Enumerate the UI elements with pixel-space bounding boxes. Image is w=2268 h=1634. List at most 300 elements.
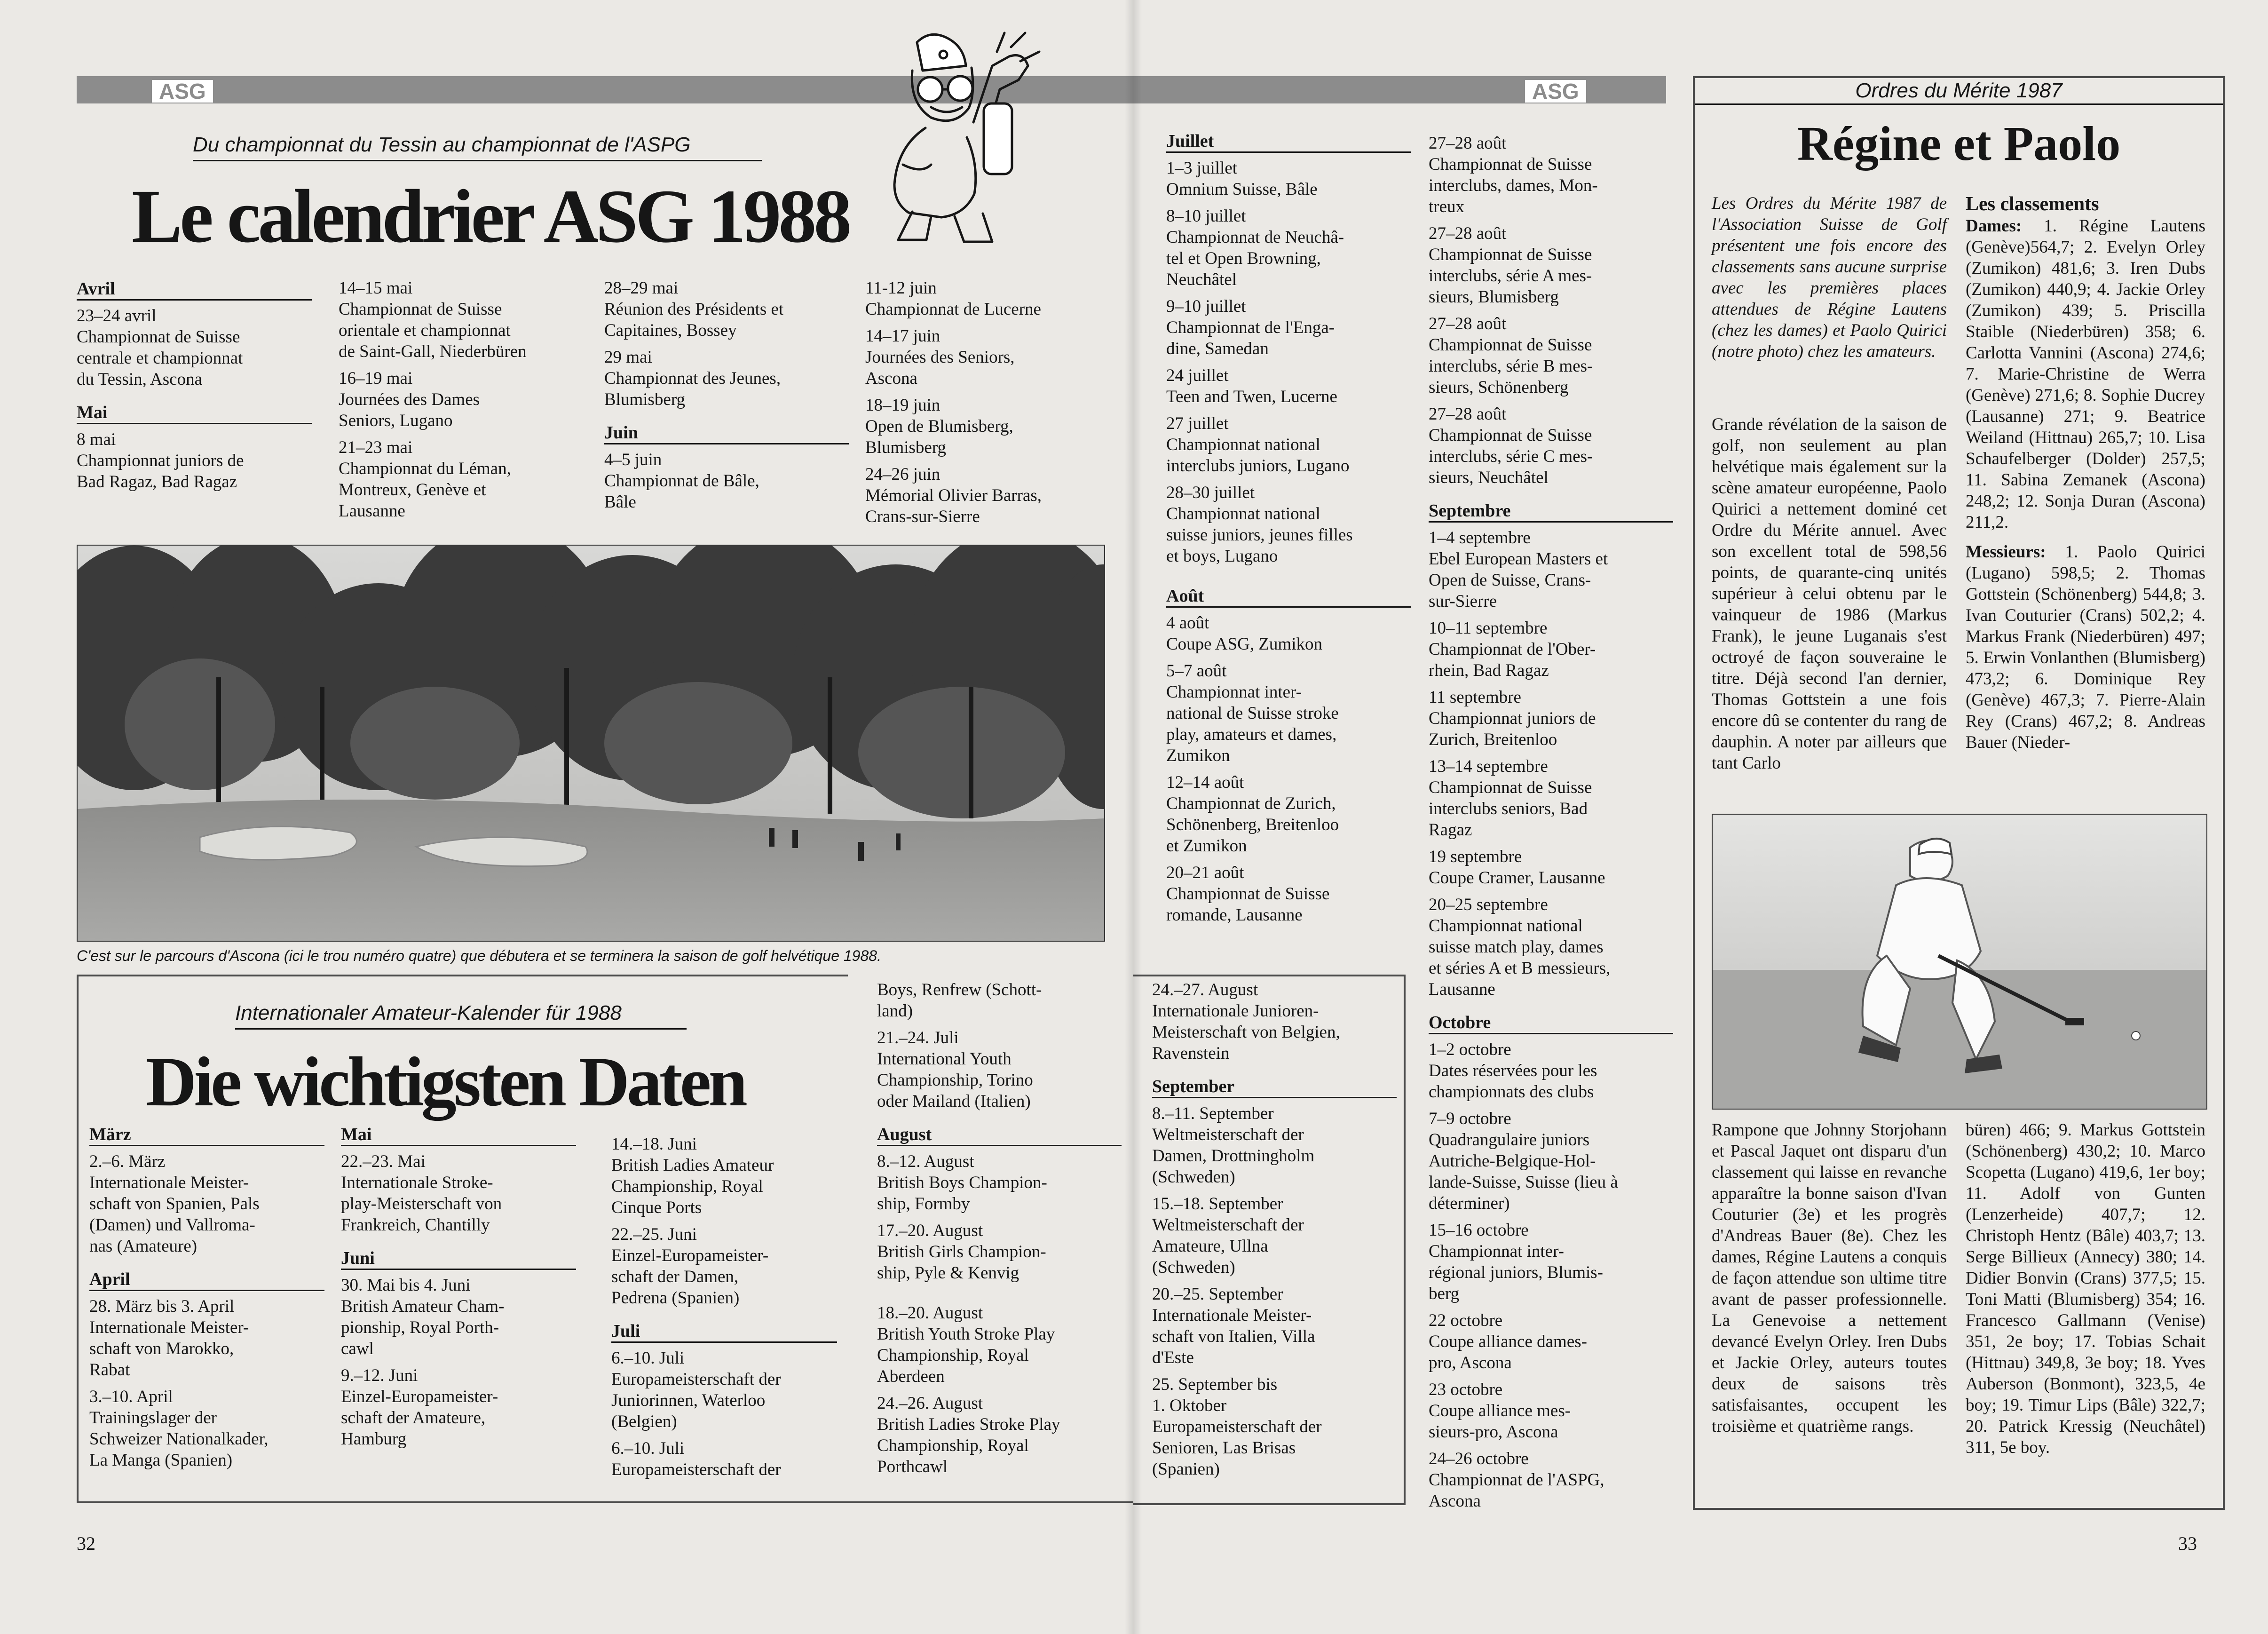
golfer-cartoon-illustration [861,24,1049,249]
intl-col-1 [89,1119,324,1476]
entry-line: 24–26 octobre [1429,1449,1529,1468]
entry-line: centrale et championnat [77,349,243,368]
entry-line: 14.–18. Juni [611,1134,697,1154]
entry-line: Championnat national [1166,435,1320,454]
calendar-entry [1166,482,1411,567]
entry-line: championnats des clubs [1429,1082,1594,1102]
calendar-entry [877,979,1122,1022]
entry-line: 21.–24. Juli [877,1028,959,1047]
calendar-entry [1429,618,1673,681]
entry-line: sur-Sierre [1429,592,1497,611]
entry-line: Internationale Stroke- [341,1173,493,1192]
entry-line: rhein, Bad Ragaz [1429,661,1549,680]
entry-line: 27–28 août [1429,134,1507,153]
messieurs-ranking-cont: büren) 466; 9. Markus Gottstein (Schönenberg) 430,2; 10. Marco Scopetta (Lugano) 419,6, 1er boy; 11. Adolf von Gunten (Lenzerheide) 407,7; 12. Christoph Hentz (Bâle) 403,7; 13. Serge Billieux (Annecy) 380; 14. Didier Bonvin (Crans) 377,5; 15. Toni Matti (Blumisberg) 354; 16. Francesco Gallmann (Venise) 351, 2e boy; 17. Tobias Schait (Hittnau) 349,8, 3e boy; 18. Yves Auberson (Bonmont), 323,5, 4e boy; 19. Timur Lips (Bâle) 322,7; 20. Patrick Kressig (Neuchâtel) 311, 5e boy. [1966,1120,2205,1457]
entry-line: Neuchâtel [1166,270,1237,289]
entry-line: régional juniors, Blumis- [1429,1263,1603,1282]
entry-line: berg [1429,1284,1460,1303]
calendar-entry [877,1302,1122,1387]
merite-kicker: Ordres du Mérite 1987 [1855,79,2063,102]
entry-line: Championnat de Suisse [77,327,240,347]
entry-line: schaft der Damen, [611,1267,739,1286]
entry-line: Championnat de Suisse [1429,426,1592,445]
entry-line: 24–26 juin [865,465,940,484]
entry-line: 20–25 septembre [1429,895,1548,914]
entry-line: 24.–26. August [877,1394,983,1413]
entry-line: British Ladies Amateur [611,1156,774,1175]
entry-line: Internationale Meister- [89,1173,249,1192]
entry-line: Dates réservées pour les [1429,1061,1597,1080]
entry-line: 24 juillet [1166,366,1229,385]
entry-line: La Manga (Spanien) [89,1451,233,1470]
entry-line: Championnat de Neuchâ- [1166,228,1344,247]
calendar-entry [1166,772,1411,857]
entry-line: pionship, Royal Porth- [341,1318,499,1337]
entry-line: 19 septembre [1429,847,1522,866]
messieurs-ranking [1966,541,2205,753]
calendar-entry [1166,206,1411,290]
entry-line: Blumisberg [865,438,946,457]
entry-line: (Spanien) [1152,1459,1220,1479]
entry-line: Capitaines, Bossey [604,321,737,340]
entry-line: Crans-sur-Sierre [865,507,980,526]
entry-line: pro, Ascona [1429,1353,1512,1372]
entry-line: (Schweden) [1152,1258,1235,1277]
month-heading: Juni [341,1248,576,1270]
calendar-entry [1429,894,1673,1000]
calendar-entry [611,1134,837,1218]
calendar-col-1 [77,273,312,498]
calendar-entry [77,429,312,492]
entry-line: 23–24 avril [77,306,157,325]
month-heading: Septembre [1429,500,1673,523]
entry-line: British Amateur Cham- [341,1297,505,1316]
calendar-entry [877,1027,1122,1112]
merite-body-2: Rampone que Johnny Storjohann et Pascal Jaquet ont disparu d'un classement qui laisse en revanche apparaître la bonne saison d'Ivan Couturier (3e) et les progrès d'Andreas Bauer (8e). Chez les dames, Régine Lautens a conquis de façon attendue son ultime titre avant de passer professionnelle. La Genevoise a nettement devancé Evelyn Orley. Iren Dubs et Jackie Orley, auteurs toutes deux de saisons très satisfaisantes, occupent les troisième et quatrième rangs. [1712,1120,1947,1436]
month-heading: März [89,1124,324,1146]
month-heading: Octobre [1429,1012,1673,1034]
entry-line: interclubs, série B mes- [1429,357,1593,376]
entry-line: Championnat de Lucerne [865,300,1041,319]
entry-line: Autriche-Belgique-Hol- [1429,1151,1596,1171]
entry-line: 22 octobre [1429,1311,1503,1330]
entry-line: land) [877,1001,913,1021]
calendar-entry [89,1386,324,1471]
entry-line: 4–5 juin [604,450,662,469]
calendar-entry [865,395,1110,458]
entry-line: dine, Samedan [1166,339,1269,358]
entry-line: 8–10 juillet [1166,206,1246,226]
entry-line: interclubs seniors, Bad [1429,799,1588,818]
entry-line: Senioren, Las Brisas [1152,1438,1296,1458]
intl-col-4 [877,979,1122,1483]
entry-line: (Belgien) [611,1412,677,1431]
calendar-entry [1429,1448,1673,1512]
section-band [1133,76,1666,103]
entry-line: Teen and Twen, Lucerne [1166,387,1337,406]
entry-line: 23 octobre [1429,1380,1503,1399]
page-number: 33 [2178,1533,2197,1554]
calendar-entry [339,278,583,362]
entry-line: 8.–11. September [1152,1104,1274,1123]
calendar-entry [1429,404,1673,488]
kicker: Du championnat du Tessin au championnat de l'ASPG [193,133,762,161]
entry-line: Ragaz [1429,820,1472,840]
calendar-entry [1429,527,1673,612]
entry-line: Bâle [604,492,636,512]
section-tag: ASG [152,80,213,103]
entry-line: 15.–18. September [1152,1194,1283,1214]
golfer-photo [1712,814,2207,1110]
entry-line: play-Meisterschaft von [341,1194,502,1214]
calendar-entry [1429,1108,1673,1214]
entry-line: Rabat [89,1360,130,1380]
dames-ranking [1966,215,2205,533]
entry-line: 1. Oktober [1152,1396,1227,1415]
calendar-entry [77,305,312,390]
calendar-entry [339,437,583,522]
entry-line: Championnat de Suisse [1429,245,1592,264]
entry-line: 4 août [1166,613,1209,633]
entry-line: 21–23 mai [339,438,413,457]
entry-line: Championnat de Bâle, [604,471,759,491]
intl-col-5 [1152,979,1397,1485]
calendar-entry [1429,1310,1673,1373]
entry-line: 27–28 août [1429,224,1507,243]
entry-line: Coupe alliance mes- [1429,1401,1571,1420]
entry-line: 29 mai [604,348,652,367]
entry-line: (Schweden) [1152,1167,1235,1187]
entry-line: Europameisterschaft der [611,1460,781,1479]
entry-line: 24.–27. August [1152,980,1258,999]
calendar-entry [877,1220,1122,1284]
month-heading: Avril [77,278,312,301]
calendar-entry [1429,756,1673,841]
entry-line: Championnat de Suisse [1429,778,1592,797]
entry-line: Championship, Royal [877,1436,1029,1455]
calendar-entry [341,1365,576,1450]
entry-line: national de Suisse stroke [1166,704,1339,723]
entry-line: 9–10 juillet [1166,297,1246,316]
golf-course-photo [77,545,1105,942]
calendar-entry [865,325,1110,389]
calendar-col-4 [865,278,1110,533]
right-page [1133,0,2268,1634]
calendar-entry [611,1348,837,1432]
photo-caption: C'est sur le parcours d'Ascona (ici le trou numéro quatre) que débutera et se terminera la saison de golf helvétique 1988. [77,947,881,964]
entry-line: 28–29 mai [604,278,679,298]
month-heading: April [89,1269,324,1291]
entry-line: Cinque Ports [611,1198,702,1217]
entry-line: Championnat juniors de [1429,709,1596,728]
calendar-entry [1166,296,1411,359]
entry-line: Championnat de Suisse [1429,155,1592,174]
entry-line: Championnat de Suisse [1166,884,1330,904]
entry-line: interclubs, dames, Mon- [1429,176,1598,195]
entry-line: 13–14 septembre [1429,757,1548,776]
calendar-entry [865,278,1110,320]
month-heading: September [1152,1076,1397,1098]
entry-line: schaft von Marokko, [89,1339,234,1358]
calendar-entry [1429,223,1673,308]
entry-line: Damen, Drottningholm [1152,1146,1315,1166]
month-heading: Juli [611,1321,837,1343]
calendar-entry [1429,313,1673,398]
entry-line: Bad Ragaz, Bad Ragaz [77,472,237,492]
entry-line: Frankreich, Chantilly [341,1215,490,1235]
entry-line: Lausanne [1429,980,1495,999]
entry-line: suisse juniors, jeunes filles [1166,525,1353,545]
entry-line: 27–28 août [1429,314,1507,333]
calendar-col-2 [339,278,583,527]
entry-line: Boys, Renfrew (Schott- [877,980,1042,999]
entry-line: Porthcawl [877,1457,948,1476]
entry-line: Meisterschaft von Belgien, [1152,1023,1340,1042]
calendar-entry [1166,158,1411,200]
calendar-entry [341,1151,576,1236]
entry-line: 30. Mai bis 4. Juni [341,1276,471,1295]
entry-line: Championship, Torino [877,1071,1033,1090]
entry-line: Quadrangulaire juniors [1429,1130,1590,1150]
entry-line: 22.–23. Mai [341,1152,426,1171]
entry-line: Seniors, Lugano [339,411,453,430]
entry-line: sieurs, Schönenberg [1429,378,1569,397]
entry-line: tel et Open Browning, [1166,249,1321,268]
entry-line: Championnat inter- [1166,682,1302,702]
entry-line: 22.–25. Juni [611,1225,697,1244]
entry-line: 5–7 août [1166,661,1227,681]
calendar-entry [1166,413,1411,476]
entry-line: 6.–10. Juli [611,1439,685,1458]
entry-line: Championship, Royal [877,1346,1029,1365]
entry-line: 11 septembre [1429,688,1521,707]
entry-line: Omnium Suisse, Bâle [1166,180,1318,199]
classements [1966,193,2205,753]
entry-line: Amateure, Ullna [1152,1237,1268,1256]
entry-line: schaft von Italien, Villa [1152,1327,1315,1346]
golfer-photo-image [1713,815,2206,1109]
entry-line: romande, Lausanne [1166,905,1303,925]
calendar-entry [604,449,849,513]
calendar-entry [877,1151,1122,1214]
entry-line: Ravenstein [1152,1044,1230,1063]
entry-line: Championnat national [1429,916,1583,936]
entry-line: International Youth [877,1049,1012,1069]
page-title: Le calendrier ASG 1988 [132,175,849,259]
entry-line: Weltmeisterschaft der [1152,1215,1304,1235]
gutter-shadow [1125,0,1142,1634]
entry-line: oder Mailand (Italien) [877,1092,1031,1111]
calendar-entry [1166,660,1411,766]
classements-title: Les classements [1966,193,2099,215]
calendar-entry [339,368,583,431]
intl-kicker: Internationaler Amateur-Kalender für 1988 [235,1001,687,1030]
calendar-col-6 [1429,133,1673,1517]
entry-line: 8 mai [77,430,116,449]
entry-line: sieurs, Neuchâtel [1429,468,1549,487]
section-tag: ASG [1525,80,1586,103]
entry-line: Montreux, Genève et [339,480,486,500]
calendar-entry [1429,133,1673,217]
entry-line: schaft von Spanien, Pals [89,1194,260,1214]
entry-line: 1–3 juillet [1166,159,1238,178]
entry-line: et séries A et B messieurs, [1429,959,1611,978]
entry-line: Championnat de Suisse [1429,335,1592,355]
calendar-entry [865,464,1110,527]
entry-line: 27 juillet [1166,414,1229,433]
entry-line: 7–9 octobre [1429,1109,1511,1128]
entry-line: Blumisberg [604,390,685,409]
entry-line: Championnat des Jeunes, [604,369,781,388]
entry-line: 16–19 mai [339,369,413,388]
entry-line: 6.–10. Juli [611,1348,685,1368]
entry-line: 14–17 juin [865,326,940,346]
entry-line: et Zumikon [1166,836,1247,856]
entry-line: sieurs-pro, Ascona [1429,1422,1558,1442]
entry-line: 25. September bis [1152,1375,1278,1394]
entry-line: Einzel-Europameister- [611,1246,769,1265]
entry-line: 2.–6. März [89,1152,166,1171]
entry-line: Championnat de l'Ober- [1429,640,1596,659]
entry-line: déterminer) [1429,1194,1510,1213]
entry-line: British Ladies Stroke Play [877,1415,1060,1434]
dames-label: Dames: [1966,216,2022,236]
entry-line: interclubs, série A mes- [1429,266,1592,286]
entry-line: Trainingslager der [89,1408,217,1428]
entry-line: 11-12 juin [865,278,937,298]
month-heading: Juillet [1166,131,1411,153]
entry-line: 3.–10. April [89,1387,173,1406]
messieurs-label: Messieurs: [1966,542,2046,562]
entry-line: Hamburg [341,1429,407,1449]
merite-body-1: Grande révélation de la saison de golf, non seulement au plan helvétique mais également sur la scène amateur européenne, Paolo Quirici a nettement dominé cet Ordre du Mérite annuel. Avec son excellent total de 598,56 points, de quarante-cinq unités supérieur à celui obtenu par le vainqueur de 1986 (Markus Frank), le jeune Luganais s'est octroyé de façon souveraine le titre. Déjà second l'an dernier, Thomas Gottstein a une fois encore dû se contenter du rang de dauphin. A noter par ailleurs que tant Carlo [1712,415,1947,773]
entry-line: Coupe alliance dames- [1429,1332,1587,1351]
entry-line: 17.–20. August [877,1221,983,1240]
entry-line: Ebel European Masters et [1429,549,1608,569]
calendar-entry [604,278,849,341]
calendar-entry [89,1296,324,1380]
entry-line: 28. März bis 3. April [89,1297,235,1316]
entry-line: Ascona [1429,1491,1481,1511]
entry-line: Coupe ASG, Zumikon [1166,635,1322,654]
entry-line: play, amateurs et dames, [1166,725,1337,744]
entry-line: 1–2 octobre [1429,1040,1511,1059]
calendar-col-3 [604,278,849,518]
entry-line: Weltmeisterschaft der [1152,1125,1304,1144]
calendar-entry [611,1224,837,1309]
entry-line: 18.–20. August [877,1303,983,1323]
entry-line: 12–14 août [1166,773,1244,792]
entry-line: Championnat de Suisse [339,300,502,319]
calendar-entry [1152,1284,1397,1368]
entry-line: de Saint-Gall, Niederbüren [339,342,527,361]
entry-line: Réunion des Présidents et [604,300,784,319]
entry-line: Aberdeen [877,1367,945,1386]
entry-line: Zurich, Breitenloo [1429,730,1557,749]
page-number: 32 [77,1533,95,1554]
entry-line: Championnat de Zurich, [1166,794,1336,813]
calendar-entry [341,1275,576,1359]
entry-line: Internationale Junioren- [1152,1001,1319,1021]
merite-kicker-bar [1695,78,2223,105]
month-heading: August [877,1124,1122,1146]
entry-line: orientale et championnat [339,321,511,340]
golf-course-photo-image [78,546,1104,941]
entry-line: British Girls Champion- [877,1242,1046,1261]
entry-line: Internationale Meister- [89,1318,249,1337]
entry-line: Championnat du Léman, [339,459,511,478]
month-heading: Mai [341,1124,576,1146]
entry-line: du Tessin, Ascona [77,370,203,389]
entry-line: 27–28 août [1429,405,1507,424]
entry-line: 10–11 septembre [1429,619,1548,638]
entry-line: 28–30 juillet [1166,483,1255,502]
entry-line: interclubs, série C mes- [1429,447,1593,466]
entry-line: Schweizer Nationalkader, [89,1429,269,1449]
intl-title: Die wichtigsten Daten [146,1043,745,1121]
entry-line: schaft der Amateure, [341,1408,486,1428]
entry-line: Championnat de l'Enga- [1166,318,1335,337]
entry-line: British Boys Champion- [877,1173,1047,1192]
entry-line: lande-Suisse, Suisse (lieu à [1429,1173,1618,1192]
calendar-entry [611,1438,837,1480]
entry-line: Juniorinnen, Waterloo [611,1391,766,1410]
entry-line: British Youth Stroke Play [877,1325,1055,1344]
entry-line: Coupe Cramer, Lausanne [1429,868,1605,888]
entry-line: Europameisterschaft der [611,1370,781,1389]
entry-line: ship, Formby [877,1194,970,1214]
entry-line: 18–19 juin [865,396,940,415]
calendar-col-5 [1166,131,1411,931]
messieurs-ranking-text: 1. Paolo Quirici (Lugano) 598,5; 2. Thomas Gottstein (Schönenberg) 544,8; 3. Ivan Couturier (Crans) 502,2; 4. Markus Frank (Niederbüren) 497; 5. Erwin Vonlanthen (Blumisberg) 473,2; 6. Dominique Rey (Genève) 467,3; 7. Pierre-Alain Rey (Crans) 467,2; 8. Andreas Bauer (Nieder- [1966,542,2205,752]
entry-line: Championnat juniors de [77,451,244,470]
entry-line: Championnat national [1166,504,1320,524]
entry-line: (Damen) und Vallroma- [89,1215,255,1235]
intl-col-3 [611,1134,837,1486]
entry-line: 9.–12. Juni [341,1366,418,1385]
entry-line: Mémorial Olivier Barras, [865,486,1042,505]
entry-line: 15–16 octobre [1429,1221,1529,1240]
month-heading: Mai [77,402,312,424]
entry-line: 1–4 septembre [1429,528,1531,547]
entry-line: ship, Pyle & Kenvig [877,1263,1019,1283]
entry-line: 8.–12. August [877,1152,974,1171]
left-page [0,0,1133,1634]
entry-line: Lausanne [339,501,405,521]
entry-line: Europameisterschaft der [1152,1417,1322,1436]
entry-line: Journées des Seniors, [865,348,1015,367]
entry-line: 14–15 mai [339,278,413,298]
entry-line: Schönenberg, Breitenloo [1166,815,1339,834]
intl-box-top-rule [77,975,848,976]
calendar-entry [604,347,849,410]
calendar-entry [1152,979,1397,1064]
dames-ranking-text: 1. Régine Lautens (Genève)564,7; 2. Evelyn Orley (Zumikon) 481,6; 3. Iren Dubs (Zumikon) 440,9; 4. Jackie Orley (Zumikon) 439; 5. Priscilla Staible (Niederbüren) 358; 6. Carlotta Vannini (Ascona) 274,6; 7. Marie-Christine de Werra (Genève) 271,6; 8. Sophie Ducrey (Lausanne) 271; 9. Beatrice Weiland (Hittnau) 265,7; 10. Lisa Schaufelberger (Dolder) 257,5; 11. Sabina Zemanek (Ascona) 248,2; 12. Sonja Duran (Ascona) 211,2. [1966,216,2205,532]
entry-line: d'Este [1152,1348,1194,1367]
entry-line: 20–21 août [1166,863,1244,882]
intl-col-2 [341,1119,576,1455]
entry-line: cawl [341,1339,374,1358]
entry-line: suisse match play, dames [1429,937,1604,957]
calendar-entry [89,1151,324,1257]
calendar-entry [1429,846,1673,888]
calendar-entry [1152,1193,1397,1278]
entry-line: Einzel-Europameister- [341,1387,498,1406]
calendar-entry [1166,612,1411,655]
entry-line: interclubs juniors, Lugano [1166,456,1350,476]
entry-line: treux [1429,197,1465,216]
entry-line: Championship, Royal [611,1177,763,1196]
